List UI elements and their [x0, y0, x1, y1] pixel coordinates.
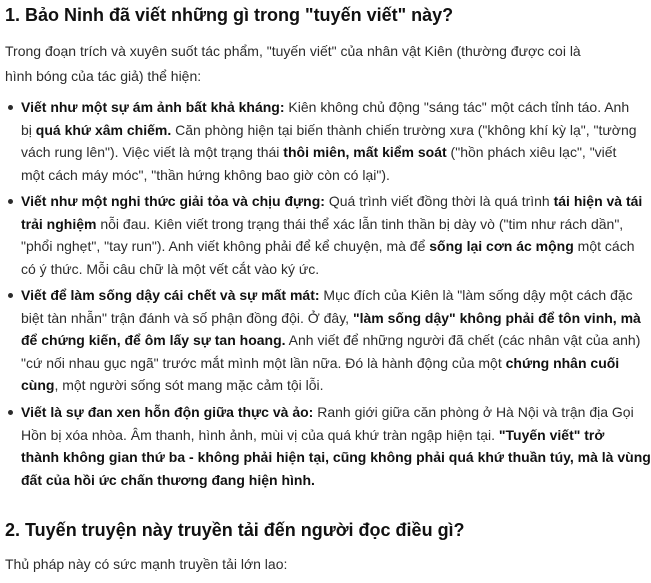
- list-item-line: [21, 446, 651, 469]
- section-heading-1: 1. Bảo Ninh đã viết những gì trong "tuyến viết" này?: [5, 5, 454, 25]
- body-text: có ý thức. Mỗi câu chữ là một vết cắt vào ký ức.: [21, 260, 320, 277]
- section-intro-2: Thủ pháp này có sức mạnh truyền tải lớn lao:: [5, 556, 288, 572]
- list-item-line: [21, 374, 603, 397]
- body-text: vách rung lên"). Việc viết là một trạng thái: [21, 144, 284, 160]
- bullet-list-item: [5, 96, 637, 186]
- list-item-line: [21, 284, 633, 307]
- list-item-line: [21, 141, 617, 164]
- body-text: Hồn bị xóa nhòa. Âm thanh, hình ảnh, mùi vị của quá khứ tràn ngập hiện tại.: [21, 426, 499, 443]
- body-text: một cách máy móc", "thần hứng không bao giờ còn có lại").: [21, 166, 390, 183]
- list-item-ritual: [5, 190, 643, 280]
- body-text: Ranh giới giữa căn phòng ở Hà Nội và trận địa Gọi: [313, 404, 634, 420]
- section-intro-1: Trong đoạn trích và xuyên suốt tác phẩm, "tuyến viết" của nhân vật Kiên (thường được coi là hình bóng của tác giả) thể hiện:: [5, 43, 581, 84]
- bold-text: sống lại cơn ác mộng: [429, 238, 574, 254]
- bullet-list-item: [5, 401, 651, 491]
- body-text: Căn phòng hiện tại biến thành chiến trường xưa ("không khí kỳ lạ", "tường: [171, 121, 637, 138]
- bold-text: "Tuyến viết" trở: [498, 426, 605, 443]
- bold-text: Viết như một nghi thức giải tỏa và chịu đựng:: [21, 193, 325, 209]
- list-item-obsession: [5, 96, 637, 186]
- list-item-line: [21, 329, 641, 352]
- bullet-list-item: [5, 190, 643, 280]
- body-text: , một người sống sót mang mặc cảm tội lỗi.: [54, 377, 324, 393]
- bold-text: quá khứ xâm chiếm.: [35, 121, 172, 138]
- body-text: một cách: [573, 238, 635, 254]
- list-item-revive-death: [5, 284, 641, 397]
- list-item-line: [21, 469, 603, 492]
- list-item-line: [21, 119, 637, 142]
- body-text: nỗi đau. Kiên viết trong trạng thái thể xác lẫn tinh thần bị dày vò ("tim như rách dần",: [96, 215, 624, 232]
- body-text: bị: [21, 121, 36, 138]
- bold-text: thành không gian thứ ba - không phải hiện tại, cũng không phải quá khứ thuần túy, mà là vùng: [21, 449, 651, 465]
- list-item-line: [21, 352, 620, 375]
- list-item-line: [21, 96, 630, 119]
- body-text: ("hồn phách xiêu lạc", "viết: [446, 144, 617, 160]
- bold-text: trải nghiệm: [21, 215, 97, 232]
- list-item-line: [21, 401, 634, 424]
- bold-text: "làm sống dậy" không phải để tôn vinh, mà: [352, 309, 641, 326]
- body-text: Kiên không chủ động "sáng tác" một cách tỉnh táo. Anh: [284, 99, 630, 115]
- body-text: biệt tàn nhẫn" trận đánh và số phận đồng đội. Ở đây,: [21, 309, 353, 326]
- list-item-line: [21, 213, 624, 236]
- body-text: Mục đích của Kiên là "làm sống dậy một cách đặc: [319, 287, 633, 303]
- bold-text: Viết như một sự ám ảnh bất khả kháng:: [21, 99, 285, 115]
- list-item-line: [21, 307, 641, 330]
- body-text: "phổi nghẹt", "tay run"). Anh viết không phải để kể chuyện, mà để: [21, 238, 430, 254]
- bullet-list-item: [5, 284, 641, 397]
- section-heading-2: 2. Tuyến truyện này truyền tải đến người đọc điều gì?: [5, 520, 465, 540]
- body-text: Anh viết để những người đã chết (các nhân vật của anh): [285, 332, 641, 348]
- bold-text: Viết để làm sống dậy cái chết và sự mất mát:: [21, 287, 320, 303]
- list-item-line: [21, 190, 643, 213]
- bold-text: tái hiện và tái: [553, 193, 643, 209]
- list-item-line: [21, 164, 603, 187]
- body-text: "cứ nối nhau gục ngã" trước mắt mình một lần nữa. Đó là hành động của một: [21, 354, 506, 371]
- bold-text: thôi miên, mất kiểm soát: [283, 144, 447, 160]
- list-item-real-unreal: [5, 401, 651, 491]
- bold-text: để chứng kiến, để ôm lấy sự tan hoang.: [21, 332, 286, 348]
- bold-text: cùng: [21, 377, 55, 393]
- bold-text: chứng nhân cuối: [505, 354, 620, 371]
- bold-text: Viết là sự đan xen hỗn độn giữa thực và ảo:: [21, 404, 314, 420]
- list-item-line: [21, 258, 603, 281]
- list-item-line: [21, 235, 635, 258]
- bold-text: đất của hồi ức chấn thương đang hiện hình.: [21, 471, 315, 488]
- list-item-line: [21, 424, 603, 447]
- body-text: Quá trình viết đồng thời là quá trình: [324, 193, 554, 209]
